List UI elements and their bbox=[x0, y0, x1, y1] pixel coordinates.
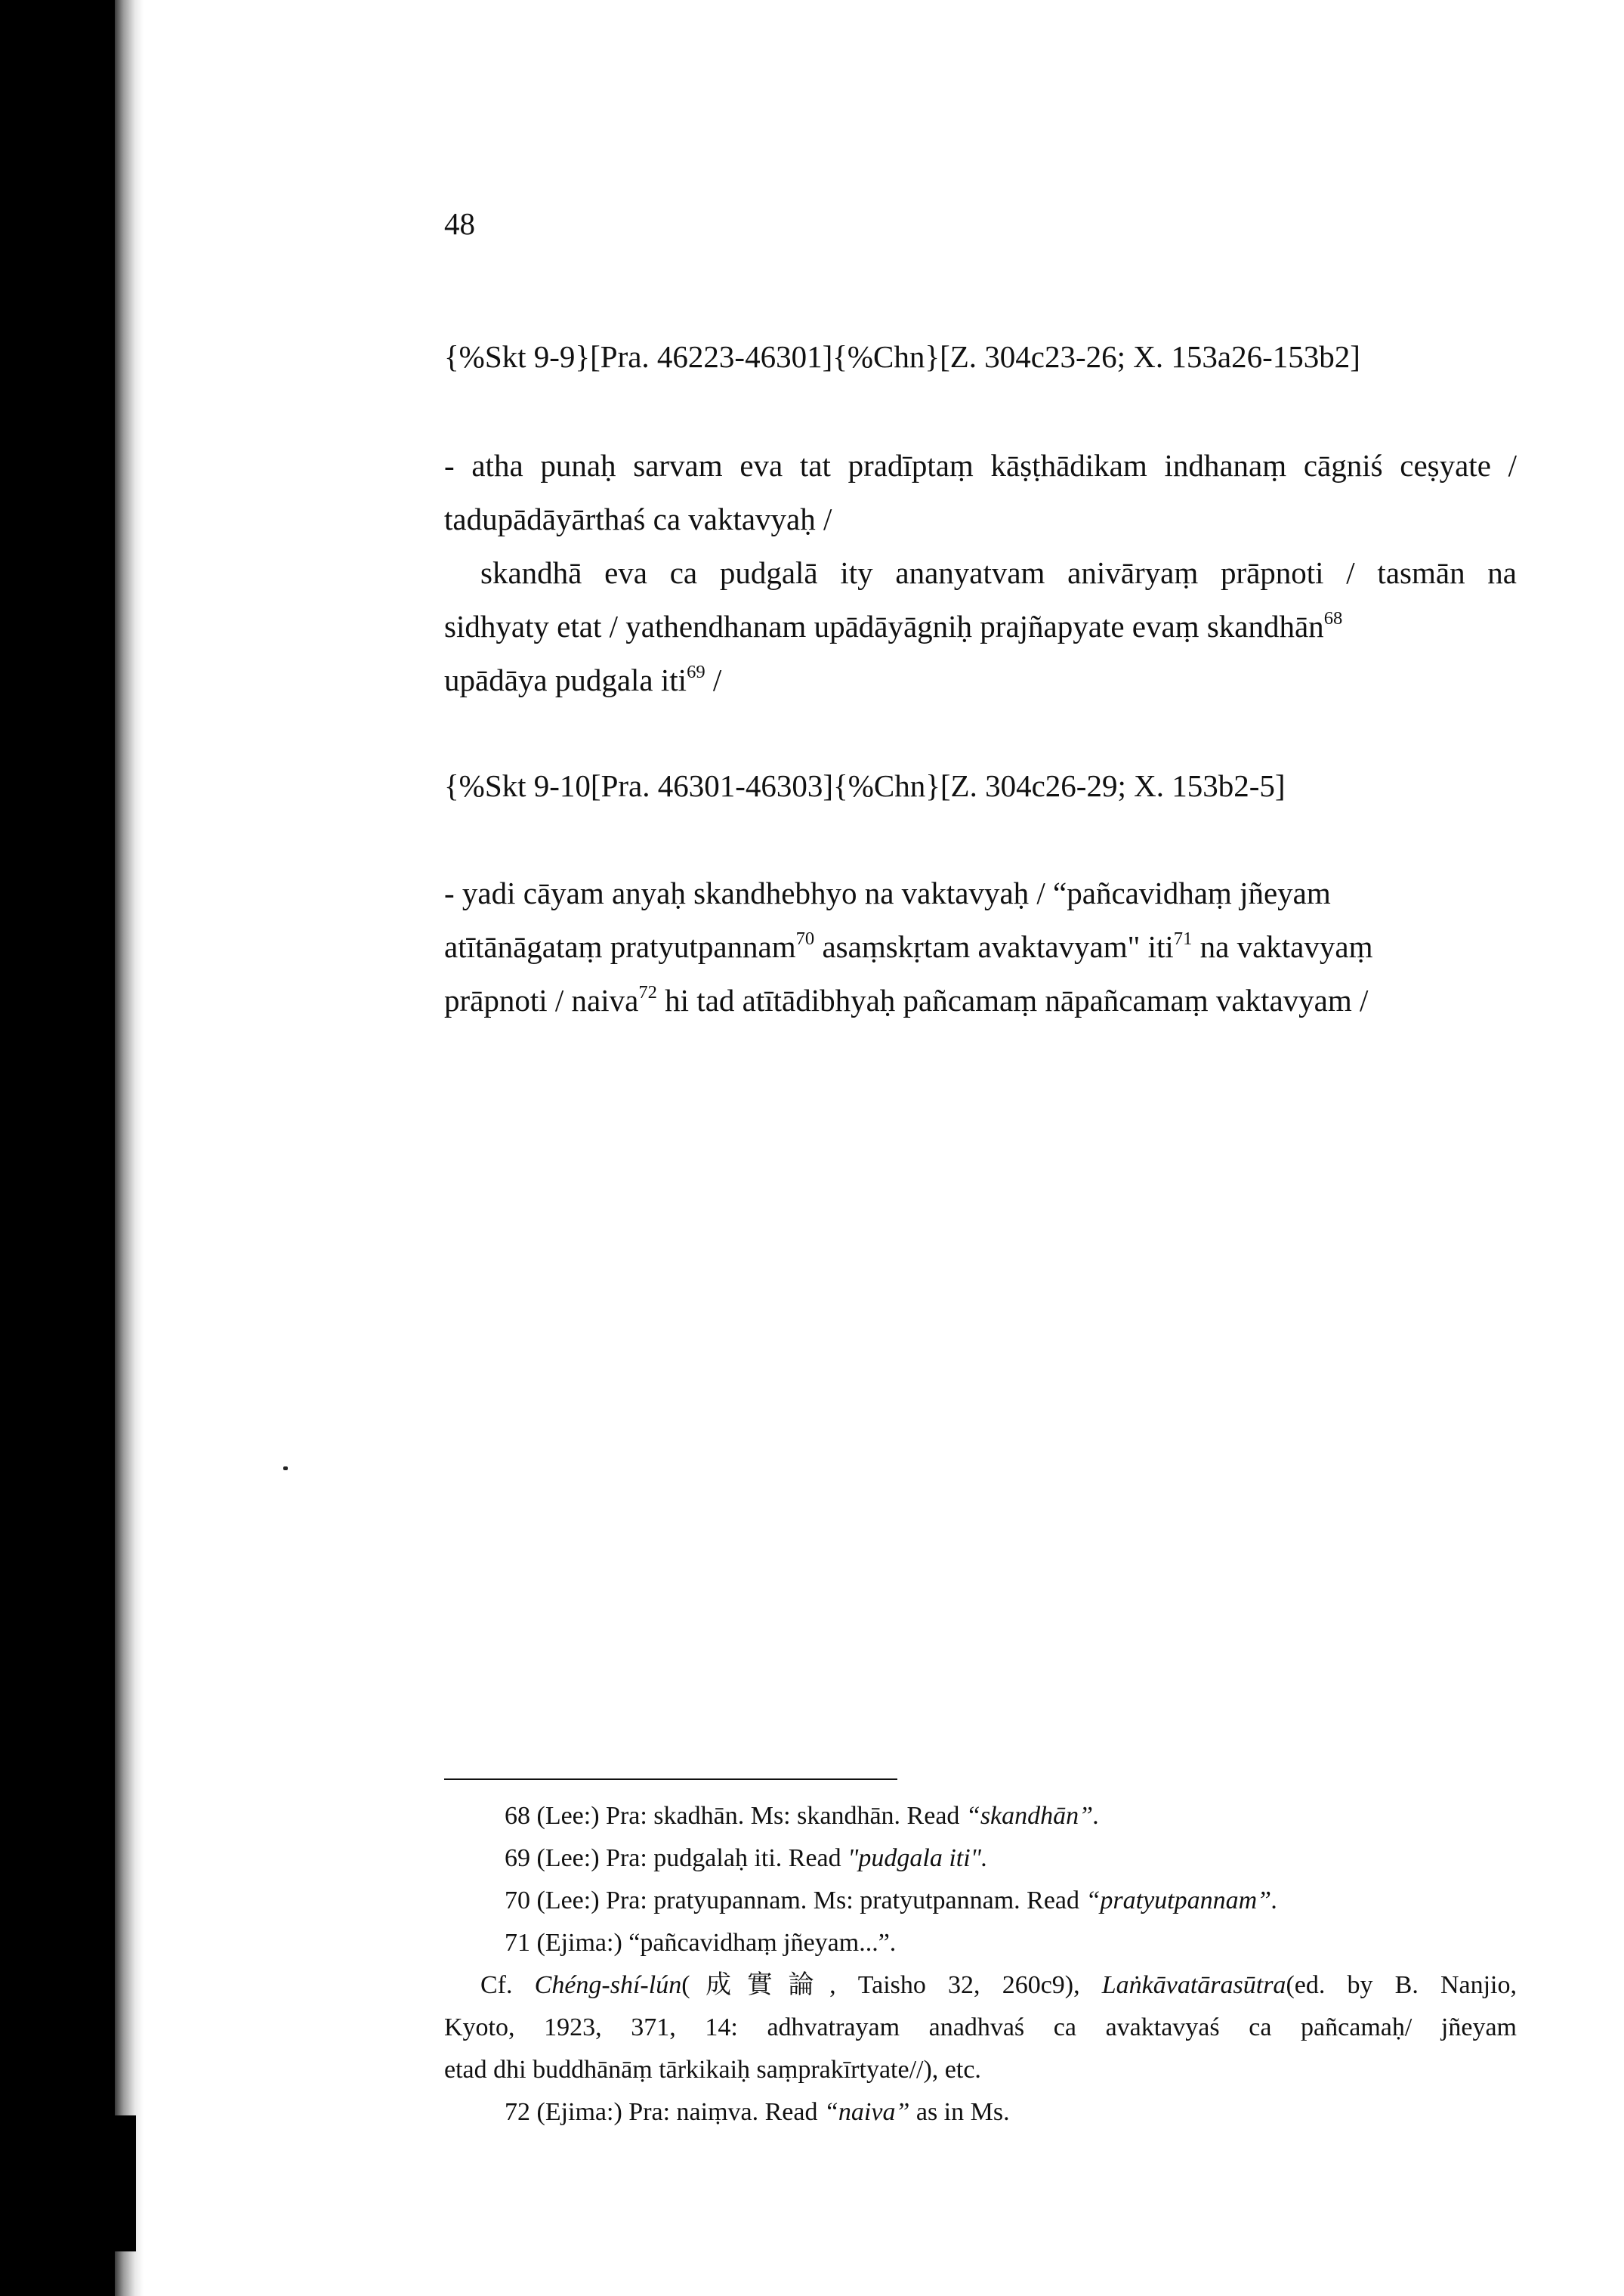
scan-speck bbox=[283, 1466, 288, 1470]
text-line: - yadi cāyam anyaḥ skandhebhyo na vaktavyaḥ / “pañcavidhaṃ jñeyam bbox=[444, 876, 1331, 910]
text-span: 70 (Lee:) Pra: pratyupannam. Ms: pratyutpannam. Read bbox=[505, 1887, 1086, 1914]
text-line bbox=[444, 607, 1343, 644]
text-line bbox=[444, 661, 722, 697]
footnote-69 bbox=[505, 1846, 987, 1871]
footnote-68 bbox=[505, 1803, 1100, 1829]
scan-margin-notch bbox=[0, 2115, 136, 2251]
section-reference-9-10: {%Skt 9-10[Pra. 46301-46303]{%Chn}[Z. 304c26-29; X. 153b2-5] bbox=[444, 768, 1286, 803]
footnote-marker-68[interactable]: 68 bbox=[1323, 607, 1343, 629]
page-number: 48 bbox=[444, 206, 475, 241]
footnote-cf-line: Kyoto, 1923, 371, 14: adhvatrayam anadhvaś ca avaktavyaś ca pañcamaḥ/ jñeyam bbox=[444, 2013, 1517, 2041]
text-span: “naiva” bbox=[824, 2098, 910, 2126]
text-span: asaṃskṛtam avaktavyam" iti bbox=[814, 929, 1174, 964]
text-span: hi tad atītādibhyaḥ pañcamaṃ nāpañcamaṃ vaktavyam / bbox=[656, 983, 1369, 1018]
text-span: / bbox=[705, 663, 722, 697]
text-span: (ed. by B. Nanjio, bbox=[1286, 1971, 1517, 1999]
text-span: upādāya pudgala iti bbox=[444, 663, 687, 697]
text-span: “skandhān”. bbox=[965, 1802, 1100, 1830]
text-span: “pratyutpannam”. bbox=[1085, 1887, 1278, 1914]
footnote-72 bbox=[505, 2100, 1010, 2125]
text-span: Chéng-shí-lún bbox=[534, 1971, 682, 1999]
text-span: Laṅkāvatārasūtra bbox=[1101, 1971, 1286, 1999]
footnote-separator bbox=[444, 1778, 897, 1780]
footnote-marker-72[interactable]: 72 bbox=[638, 981, 657, 1003]
text-span: prāpnoti / naiva bbox=[444, 983, 639, 1018]
text-line bbox=[444, 981, 1369, 1018]
text-span: 72 (Ejima:) Pra: naiṃva. Read bbox=[505, 2098, 824, 2126]
text-span: 69 (Lee:) Pra: pudgalaḥ iti. Read bbox=[505, 1844, 848, 1872]
footnote-cf-line: etad dhi buddhānāṃ tārkikaiḥ saṃprakīrtyate//), etc. bbox=[444, 2056, 981, 2084]
text-span: (成實論, Taisho 32, 260c9), bbox=[681, 1971, 1102, 1999]
text-line: - atha punaḥ sarvam eva tat pradīptaṃ kāṣṭhādikam indhanaṃ cāgniś ceṣyate / bbox=[444, 448, 1517, 483]
text-span: atītānāgataṃ pratyutpannam bbox=[444, 929, 796, 964]
text-span: 68 (Lee:) Pra: skadhān. Ms: skandhān. Read bbox=[505, 1802, 966, 1830]
footnote-marker-69[interactable]: 69 bbox=[687, 661, 705, 682]
footnote-marker-71[interactable]: 71 bbox=[1173, 928, 1193, 949]
footnote-70 bbox=[505, 1888, 1278, 1914]
text-span: Cf. bbox=[480, 1971, 535, 1999]
text-span: "pudgala iti". bbox=[848, 1844, 988, 1872]
section-reference-9-9: {%Skt 9-9}[Pra. 46223-46301]{%Chn}[Z. 304c23-26; X. 153a26-153b2] bbox=[444, 339, 1360, 374]
footnote-cf bbox=[480, 1973, 1517, 1998]
text-line: tadupādāyārthaś ca vaktavyaḥ / bbox=[444, 502, 832, 536]
scan-margin-shadow bbox=[115, 0, 144, 2296]
text-span: na vaktavyaṃ bbox=[1192, 929, 1373, 964]
scan-dark-margin bbox=[0, 0, 115, 2296]
text-line bbox=[444, 928, 1373, 964]
text-span: sidhyaty etat / yathendhanam upādāyāgniḥ prajñapyate evaṃ skandhān bbox=[444, 609, 1324, 644]
text-line: skandhā eva ca pudgalā ity ananyatvam anivāryaṃ prāpnoti / tasmān na bbox=[480, 555, 1517, 590]
text-span: as in Ms. bbox=[909, 2098, 1010, 2126]
footnote-marker-70[interactable]: 70 bbox=[795, 928, 815, 949]
footnote-71: 71 (Ejima:) “pañcavidhaṃ jñeyam...”. bbox=[505, 1929, 897, 1957]
